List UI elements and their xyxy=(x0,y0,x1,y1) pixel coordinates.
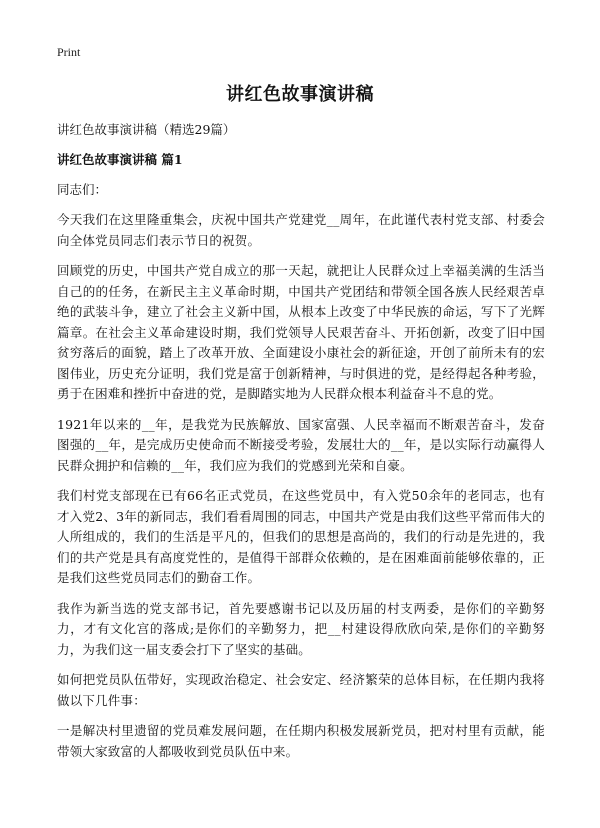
paragraph: 我作为新当选的党支部书记，首先要感谢书记以及历届的村支两委，是你们的辛勤努力，才有文化宫的落成;是你们的辛勤努力，把__村建设得欣欣向荣,是你们的辛勤努力，为我们这一届支委会打下了坚实的基础。 xyxy=(57,600,545,657)
greeting-line: 同志们： xyxy=(57,182,108,197)
document-subtitle: 讲红色故事演讲稿（精选29篇） xyxy=(57,122,236,137)
print-link[interactable]: Print xyxy=(57,45,81,59)
paragraph: 一是解决村里遗留的党员难发展问题，在任期内积极发展新党员，把对村里有贡献，能带领大家致富的人都吸收到党员队伍中来。 xyxy=(57,723,545,759)
speech-body xyxy=(57,210,545,772)
paragraph: 回顾党的历史，中国共产党自成立的那一天起，就把让人民群众过上幸福美满的生活当自己的的任务，在新民主主义革命时期，中国共产党团结和带领全国各族人民经艰苦卓绝的武装斗争，建立了社会主义新中国，从根本上改变了中华民族的命运，写下了光辉篇章。在社会主义革命建设时期，我们党领导人民艰苦奋斗、开拓创新，改变了旧中国贫穷落后的面貌，踏上了改革开放、全面建设小康社会的新征途，开创了前所未有的宏图伟业，历史充分证明，我们党是富于创新精神，与时俱进的党，是经得起各种考验，勇于在困难和挫折中奋进的党，是脚踏实地为人民群众根本利益奋斗不息的党。 xyxy=(57,263,545,401)
section-heading: 讲红色故事演讲稿 篇1 xyxy=(57,152,183,167)
paragraph: 今天我们在这里隆重集会，庆祝中国共产党建党__周年，在此谨代表村党支部、村委会向全体党员同志们表示节日的祝贺。 xyxy=(57,212,545,248)
paragraph: 如何把党员队伍带好，实现政治稳定、社会安定、经济繁荣的总体目标，在任期内我将做以下几件事： xyxy=(57,672,545,708)
page-title: 讲红色故事演讲稿 xyxy=(226,84,374,105)
paragraph: 1921年以来的__年，是我党为民族解放、国家富强、人民幸福而不断艰苦奋斗，发奋图强的__年，是完成历史使命而不断接受考验，发展壮大的__年，是以实际行动赢得人民群众拥护和信赖的__年，我们应为我们的党感到光荣和自豪。 xyxy=(57,416,545,473)
paragraph: 我们村党支部现在已有66名正式党员，在这些党员中，有入党50余年的老同志，也有才入党2、3年的新同志，我们看看周围的同志，中国共产党是由我们这些平常而伟大的人所组成的，我们的生活是平凡的，但我们的思想是高尚的，我们的行动是先进的，我们的共产党是具有高度党性的，是值得干部群众依赖的，是在困难面前能够依靠的，正是我们这些党员同志们的勤奋工作。 xyxy=(57,488,545,585)
